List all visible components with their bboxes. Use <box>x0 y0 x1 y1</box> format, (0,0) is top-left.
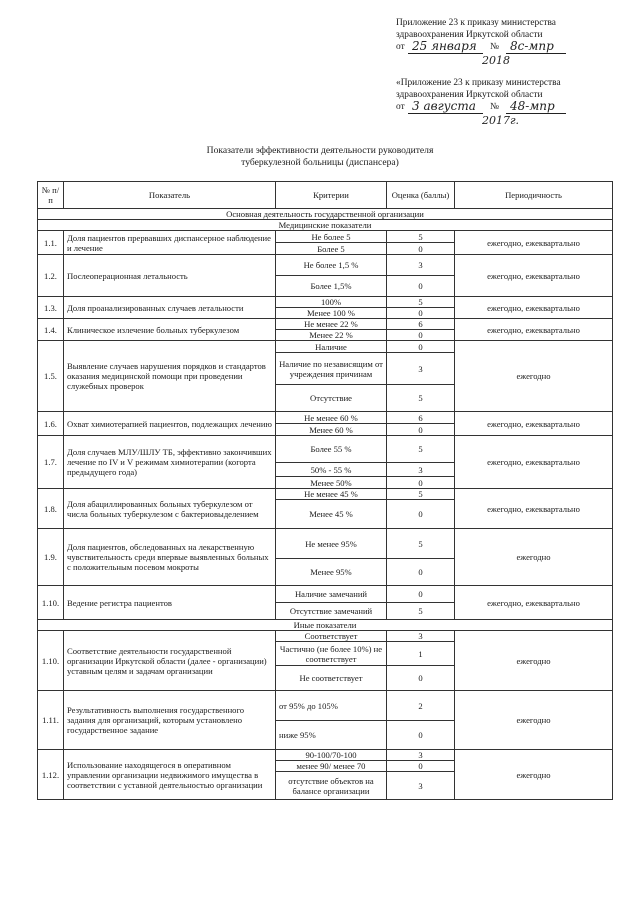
row-number: 1.11. <box>38 691 64 750</box>
row-score: 3 <box>387 772 455 800</box>
col-header-criteria: Критерии <box>276 182 387 209</box>
col-header-score: Оценка (баллы) <box>387 182 455 209</box>
row-score: 0 <box>387 721 455 750</box>
handwritten-number-2: 48-мпр <box>510 99 555 113</box>
row-number: 1.5. <box>38 341 64 412</box>
row-score: 5 <box>387 297 455 308</box>
row-period: ежегодно <box>455 750 613 800</box>
row-indicator: Использование находящегося в оперативном управлении организации недвижимого имущества в соответствии с уставной деятельностью организации <box>64 750 276 800</box>
row-score: 0 <box>387 330 455 341</box>
appendix-line-1: Приложение 23 к приказу министерства <box>396 18 556 28</box>
row-criterion: 100% <box>276 297 387 308</box>
document-title-line-1: Показатели эффективности деятельности руководителя <box>206 145 434 156</box>
row-indicator: Послеоперационная летальность <box>64 255 276 297</box>
table-row <box>38 412 613 424</box>
appendix-number-label-2: № <box>490 102 499 112</box>
appendix-number-label: № <box>490 42 499 52</box>
row-score: 1 <box>387 642 455 666</box>
table-row <box>38 631 613 642</box>
row-score: 0 <box>387 586 455 603</box>
row-criterion: 90-100/70-100 <box>276 750 387 761</box>
row-score: 0 <box>387 477 455 489</box>
row-indicator: Доля случаев МЛУ/ШЛУ ТБ, эффективно закончивших лечение по IV и V режимам химиотерапии (когорта предыдущего года) <box>64 436 276 489</box>
row-number: 1.6. <box>38 412 64 436</box>
row-period: ежегодно, ежеквартально <box>455 586 613 620</box>
row-score: 6 <box>387 412 455 424</box>
row-indicator: Клиническое излечение больных туберкулезом <box>64 319 276 341</box>
section-row <box>38 220 613 231</box>
row-number: 1.8. <box>38 489 64 529</box>
row-criterion: Не менее 22 % <box>276 319 387 330</box>
row-criterion: отсутствие объектов на балансе организации <box>276 772 387 800</box>
row-criterion: Менее 45 % <box>276 500 387 529</box>
handwritten-date-2: 3 августа <box>412 99 476 113</box>
row-period: ежегодно, ежеквартально <box>455 436 613 489</box>
row-criterion: Менее 100 % <box>276 308 387 319</box>
row-indicator: Доля абациллированных больных туберкулезом от числа больных туберкулезом с бактериовыделением <box>64 489 276 529</box>
row-indicator: Соответствие деятельности государственной организации Иркутской области (далее - организации) уставным целям и задачам организации <box>64 631 276 691</box>
row-period: ежегодно, ежеквартально <box>455 231 613 255</box>
row-score: 0 <box>387 341 455 353</box>
row-criterion: Не соответствует <box>276 666 387 691</box>
row-criterion: Более 55 % <box>276 436 387 463</box>
table-row <box>38 319 613 330</box>
row-period: ежегодно, ежеквартально <box>455 319 613 341</box>
row-criterion: от 95% до 105% <box>276 691 387 721</box>
table-row <box>38 341 613 353</box>
row-criterion: 50% - 55 % <box>276 463 387 477</box>
table-row <box>38 489 613 500</box>
table-row <box>38 297 613 308</box>
row-score: 0 <box>387 243 455 255</box>
row-score: 0 <box>387 559 455 586</box>
section-other-indicators: Иные показатели <box>38 620 613 631</box>
row-criterion: Не менее 60 % <box>276 412 387 424</box>
indicators-table <box>37 181 613 800</box>
row-score: 0 <box>387 500 455 529</box>
row-number: 1.7. <box>38 436 64 489</box>
table-row <box>38 529 613 559</box>
row-score: 0 <box>387 761 455 772</box>
row-score: 0 <box>387 276 455 297</box>
row-period: ежегодно, ежеквартально <box>455 255 613 297</box>
row-criterion: Наличие <box>276 341 387 353</box>
row-period: ежегодно <box>455 691 613 750</box>
table-row <box>38 750 613 761</box>
table-header-row <box>38 182 613 209</box>
row-criterion: Менее 50% <box>276 477 387 489</box>
row-criterion: Более 1,5% <box>276 276 387 297</box>
row-number: 1.1. <box>38 231 64 255</box>
col-header-period: Периодичность <box>455 182 613 209</box>
row-criterion: Менее 95% <box>276 559 387 586</box>
row-criterion: Не более 1,5 % <box>276 255 387 276</box>
row-criterion: Наличие по независящим от учреждения причинам <box>276 353 387 385</box>
row-score: 5 <box>387 603 455 620</box>
appendix-line-4: «Приложение 23 к приказу министерства <box>396 78 561 88</box>
row-score: 5 <box>387 489 455 500</box>
handwritten-year: 2018 <box>482 54 510 67</box>
row-score: 0 <box>387 666 455 691</box>
row-criterion: ниже 95% <box>276 721 387 750</box>
row-indicator: Доля пациентов, обследованных на лекарственную чувствительность среди впервые выявленных больных с положительным посевом мокроты <box>64 529 276 586</box>
handwritten-year-2: 2017г. <box>482 114 520 127</box>
row-indicator: Доля проанализированных случаев летальности <box>64 297 276 319</box>
row-score: 6 <box>387 319 455 330</box>
row-number: 1.12. <box>38 750 64 800</box>
row-criterion: Не менее 45 % <box>276 489 387 500</box>
appendix-date-label: от <box>396 42 405 52</box>
row-score: 3 <box>387 750 455 761</box>
section-row <box>38 620 613 631</box>
row-indicator: Доля пациентов прервавших диспансерное наблюдение и лечение <box>64 231 276 255</box>
table-row <box>38 436 613 463</box>
row-period: ежегодно <box>455 341 613 412</box>
row-criterion: Частично (не более 10%) не соответствует <box>276 642 387 666</box>
row-indicator: Результативность выполнения государственного задания для организаций, которым установлено государственное задание <box>64 691 276 750</box>
row-criterion: Соответствует <box>276 631 387 642</box>
row-criterion: Отсутствие <box>276 385 387 412</box>
row-number: 1.10. <box>38 586 64 620</box>
row-criterion: Более 5 <box>276 243 387 255</box>
col-header-num: № п/п <box>38 182 64 209</box>
table-row <box>38 691 613 721</box>
row-score: 3 <box>387 255 455 276</box>
row-score: 0 <box>387 308 455 319</box>
row-criterion: Отсутствие замечаний <box>276 603 387 620</box>
row-number: 1.3. <box>38 297 64 319</box>
row-criterion: Не более 5 <box>276 231 387 243</box>
row-period: ежегодно, ежеквартально <box>455 489 613 529</box>
table-row <box>38 586 613 603</box>
section-row <box>38 209 613 220</box>
appendix-line-2: здравоохранения Иркутской области <box>396 30 543 40</box>
row-score: 3 <box>387 353 455 385</box>
row-indicator: Выявление случаев нарушения порядков и стандартов оказания медицинской помощи при проведении служебных проверок <box>64 341 276 412</box>
document-title-line-2: туберкулезной больницы (диспансера) <box>241 157 399 168</box>
row-criterion: менее 90/ менее 70 <box>276 761 387 772</box>
row-number: 1.4. <box>38 319 64 341</box>
row-period: ежегодно, ежеквартально <box>455 412 613 436</box>
row-score: 5 <box>387 385 455 412</box>
row-criterion: Наличие замечаний <box>276 586 387 603</box>
section-medical-indicators: Медицинские показатели <box>38 220 613 231</box>
row-criterion: Менее 22 % <box>276 330 387 341</box>
row-period: ежегодно, ежеквартально <box>455 297 613 319</box>
row-score: 0 <box>387 424 455 436</box>
handwritten-number: 8с-мпр <box>510 39 554 53</box>
table-row <box>38 255 613 276</box>
row-score: 3 <box>387 463 455 477</box>
row-number: 1.2. <box>38 255 64 297</box>
appendix-line-5: здравоохранения Иркутской области <box>396 90 543 100</box>
row-score: 5 <box>387 231 455 243</box>
row-score: 5 <box>387 436 455 463</box>
table-row <box>38 231 613 243</box>
col-header-indicator: Показатель <box>64 182 276 209</box>
row-number: 1.9. <box>38 529 64 586</box>
row-criterion: Не менее 95% <box>276 529 387 559</box>
section-main-activity: Основная деятельность государственной организации <box>38 209 613 220</box>
handwritten-date: 25 января <box>412 39 477 53</box>
row-score: 5 <box>387 529 455 559</box>
row-period: ежегодно <box>455 529 613 586</box>
row-score: 2 <box>387 691 455 721</box>
row-criterion: Менее 60 % <box>276 424 387 436</box>
row-score: 3 <box>387 631 455 642</box>
row-indicator: Охват химиотерапией пациентов, подлежащих лечению <box>64 412 276 436</box>
row-period: ежегодно <box>455 631 613 691</box>
appendix-date-label-2: от <box>396 102 405 112</box>
row-number: 1.10. <box>38 631 64 691</box>
row-indicator: Ведение регистра пациентов <box>64 586 276 620</box>
